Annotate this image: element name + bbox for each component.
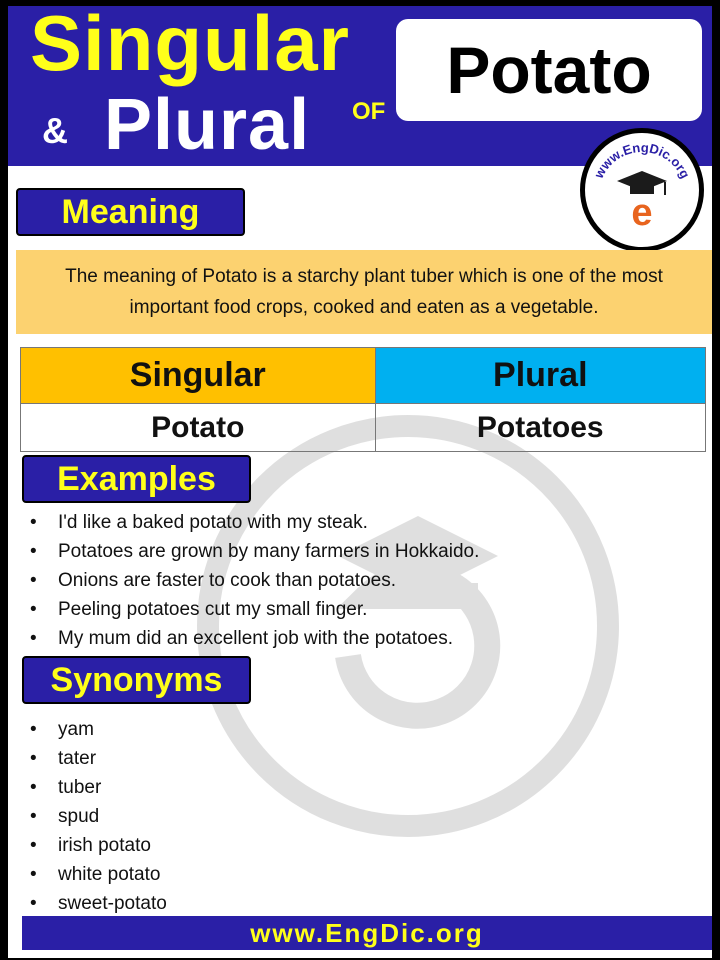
synonyms-label: Synonyms [22,656,251,704]
logo-text: www.EngDic.org [591,139,693,181]
meaning-box [16,250,712,334]
title-ampersand: & [42,110,68,151]
table-row [21,404,706,452]
table-header-singular: Singular [21,348,376,404]
synonym-item: • irish potato [24,831,167,860]
engdic-logo [580,128,704,252]
example-item: • Potatoes are grown by many farmers in Hokkaido. [24,537,479,566]
meaning-label: Meaning [16,188,245,236]
table-cell-plural: Potatoes [375,404,705,452]
synonym-item: • tater [24,744,167,773]
table-header-plural: Plural [375,348,705,404]
synonym-item: • sweet-potato [24,889,167,918]
logo-letter: e [631,192,653,234]
synonym-item: • yam [24,715,167,744]
examples-list [24,508,479,653]
logo-badge-icon [585,133,699,247]
example-item: • Peeling potatoes cut my small finger. [24,595,479,624]
table-header-row [21,348,706,404]
example-item: • My mum did an excellent job with the potatoes. [24,624,479,653]
table-cell-singular: Potato [21,404,376,452]
title-plural: Plural [104,85,311,165]
headword: Potato [446,33,652,107]
examples-label: Examples [22,455,251,503]
title-of: OF [352,98,386,125]
meaning-text: The meaning of Potato is a starchy plant tuber which is one of the most important food crops, cooked and eaten as a vegetable. [65,266,663,318]
title-singular: Singular [30,6,351,87]
content-card [8,6,712,958]
synonym-item: • tuber [24,773,167,802]
example-item: • Onions are faster to cook than potatoes. [24,566,479,595]
synonym-item: • spud [24,802,167,831]
singular-plural-table [20,347,706,452]
word-box [396,19,702,121]
footer-banner [22,916,712,950]
example-item: • I'd like a baked potato with my steak. [24,508,479,537]
synonym-item: • white potato [24,860,167,889]
footer-url: www.EngDic.org [250,917,484,948]
synonyms-list [24,715,167,918]
